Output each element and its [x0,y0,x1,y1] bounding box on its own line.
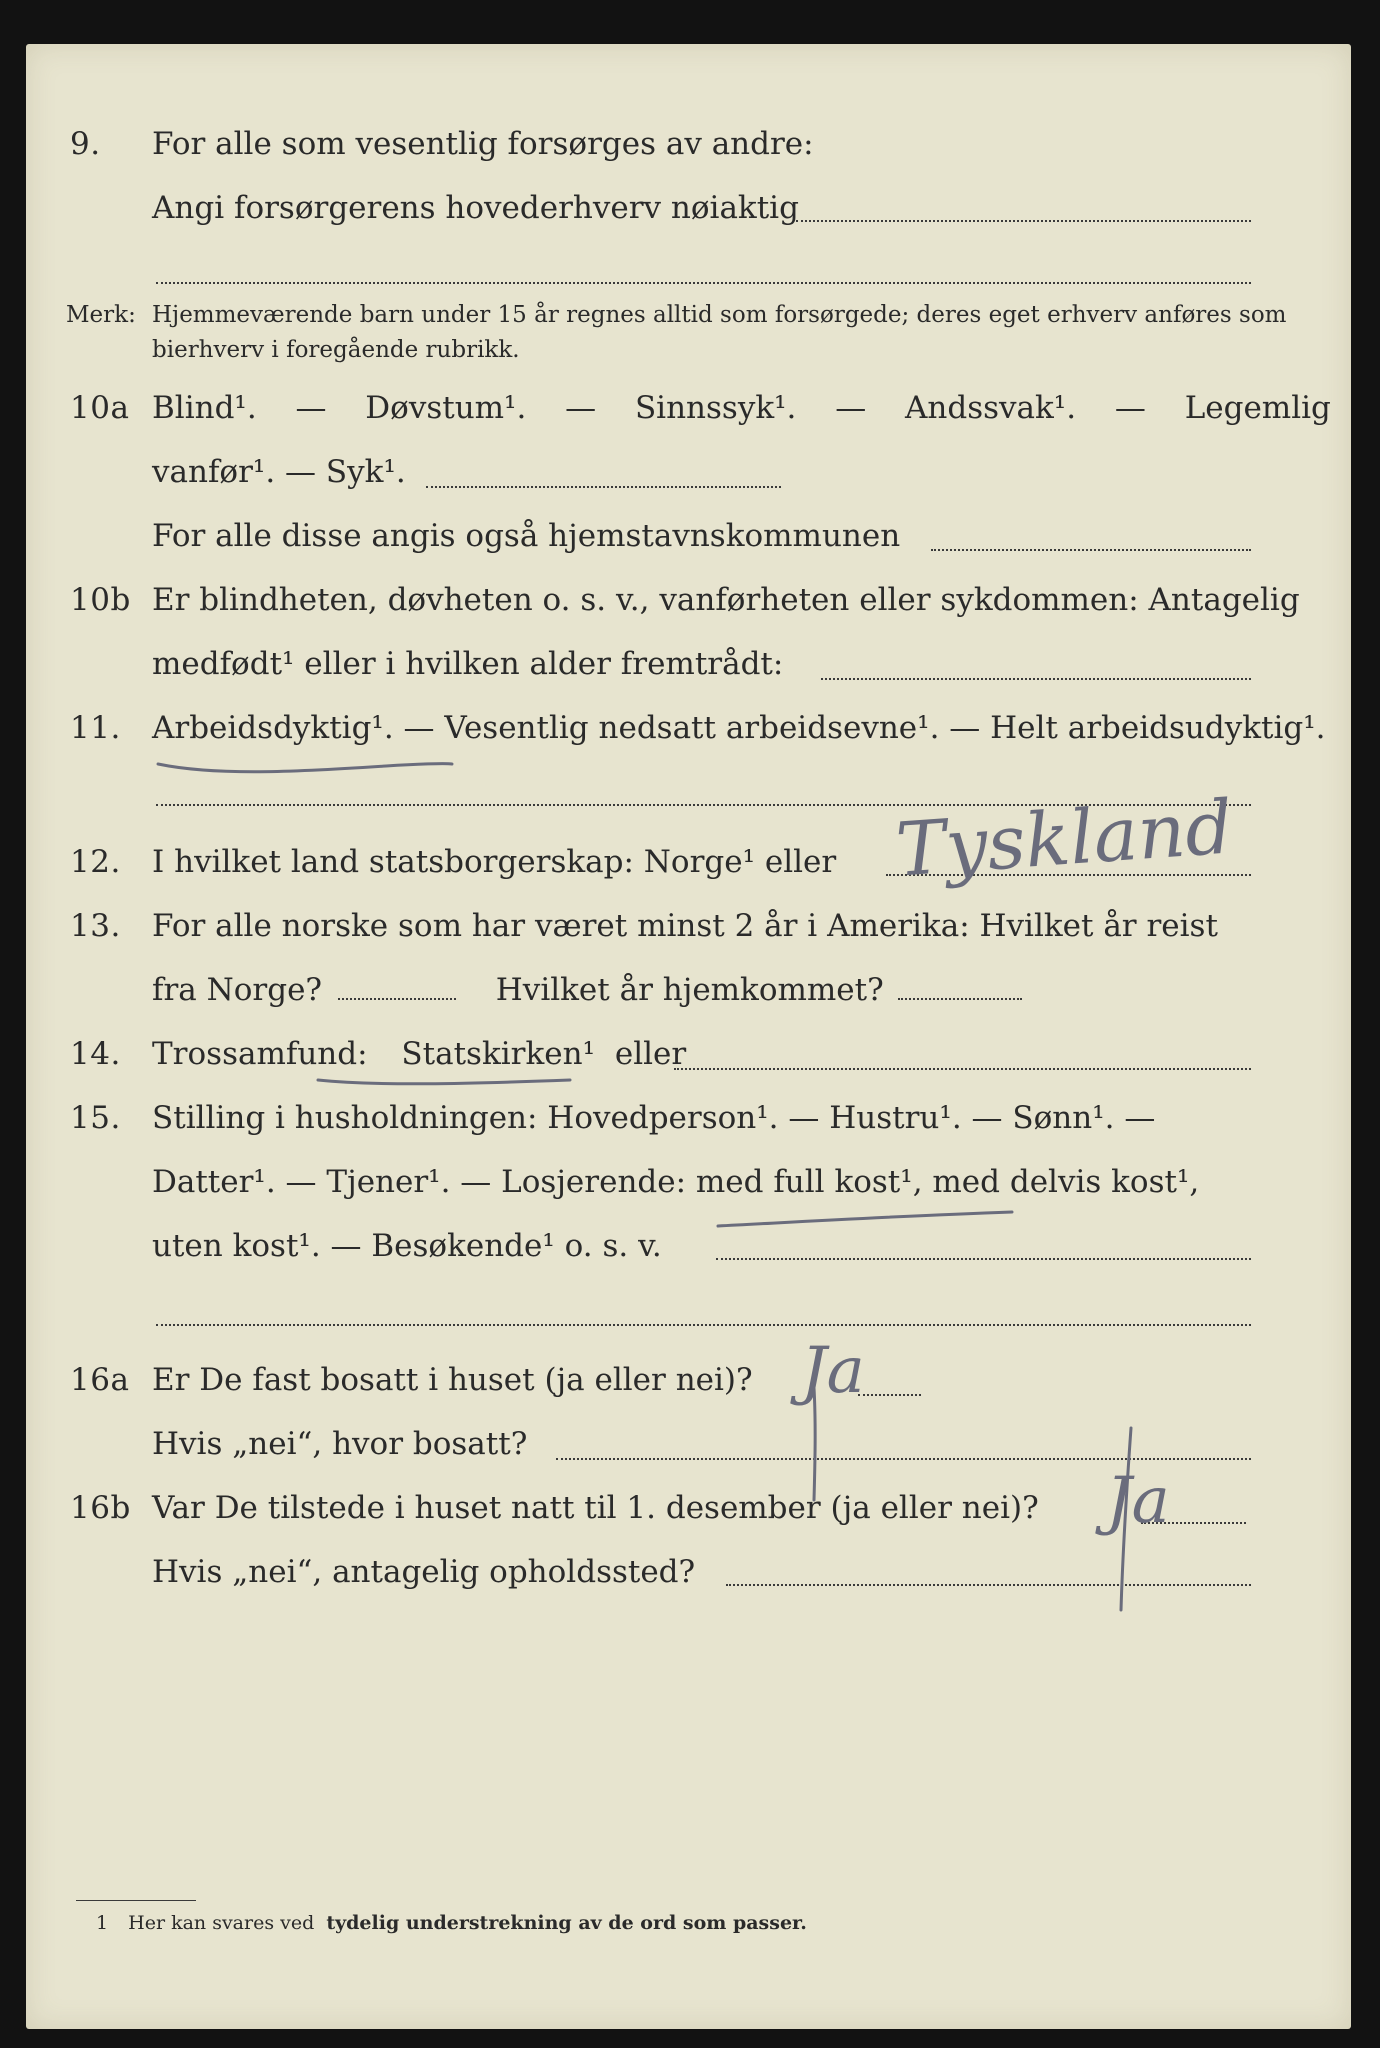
q16a-answer-line[interactable] [858,1394,921,1396]
q9-answer-line[interactable] [796,220,1251,222]
q16b-location-line[interactable] [726,1584,1251,1586]
q10b-line2: medfødt¹ eller i hvilken alder fremtrådt: [152,646,784,682]
q10a-item: — [835,390,867,426]
q9-answer-line-2[interactable] [156,282,1251,284]
q12-question: I hvilket land statsborgerskap: Norge¹ eller [152,844,837,880]
q13-number: 13. [70,908,121,944]
q13-return-field[interactable] [898,997,1022,1000]
q10a-item: — [565,390,597,426]
q16a-vertical-mark [806,1384,826,1504]
q16b-handwritten-answer: Ja [1106,1464,1170,1538]
q11-number: 11. [70,710,121,746]
q16b-line1: Var De tilstede i huset natt til 1. desember (ja eller nei)? [152,1490,1039,1526]
q11-options: Arbeidsdyktig¹. — Vesentlig nedsatt arbeidsevne¹. — Helt arbeidsudyktig¹. [152,710,1326,746]
merk-label: Merk: [66,302,136,328]
q16a-handwritten-answer: Ja [801,1334,865,1408]
footnote-text-a: Her kan svares ved [128,1912,315,1934]
q14-option-other: eller [614,1036,687,1072]
footnote-text-b: tydelig understrekning av de ord som passer. [326,1912,807,1934]
q13-line2-row [152,972,1331,1008]
q10a-hometown-line[interactable] [931,549,1251,551]
merk-text: Hjemmeværende barn under 15 år regnes alltid som forsørgede; deres eget erhverv anføres som bierhverv i foregående rubrikk. [152,302,1287,363]
census-form-page [26,44,1351,2029]
q10a-item: Sinnssyk¹. [634,390,797,426]
footnote-rule [76,1900,196,1901]
q13-departure-field[interactable] [338,997,456,1000]
q10b-answer-line[interactable] [821,678,1251,680]
q12-answer-line[interactable] [886,874,1251,876]
q9-question: For alle som vesentlig forsørges av andre: [152,126,814,162]
q15-answer-line[interactable] [716,1258,1251,1260]
q13-return-label: Hvilket år hjemkommet? [495,972,884,1008]
q10a-number: 10a [70,390,130,426]
q16b-vertical-mark [1111,1424,1141,1614]
q10a-answer-line[interactable] [426,486,781,488]
footnote [96,1912,807,1934]
q16a-number: 16a [70,1362,130,1398]
q10a-options [152,390,1331,426]
q11-answer-line[interactable] [156,804,1251,806]
q10a-item: Andssvak¹. [905,390,1077,426]
q10a-item: — [295,390,327,426]
q9-instruction: Angi forsørgerens hovederhverv nøiaktig [152,190,799,226]
q11-underline-mark [156,750,456,780]
q14-label: Trossamfund: [152,1036,368,1072]
q15-number: 15. [70,1100,121,1136]
q14-underline-mark [316,1074,576,1094]
q9-number: 9. [70,126,101,162]
q12-handwritten-answer: Tyskland [893,784,1236,894]
q10a-item: — [1114,390,1146,426]
footnote-mark: 1 [96,1912,109,1934]
q15-line3: uten kost¹. — Besøkende¹ o. s. v. [152,1228,662,1264]
q15-underline-mark [716,1204,1016,1234]
q16a-residence-line[interactable] [556,1458,1251,1460]
q16b-line2: Hvis „nei“, antagelig opholdssted? [152,1554,696,1590]
q13-line1: For alle norske som har været minst 2 år i Amerika: Hvilket år reist [152,908,1218,944]
q16b-answer-line[interactable] [1141,1522,1246,1524]
q10a-line2: vanfør¹. — Syk¹. [152,454,406,490]
q15-answer-line-2[interactable] [156,1324,1251,1326]
q10a-item: Blind¹. [152,390,257,426]
q14-answer-line[interactable] [674,1068,1251,1070]
q15-line2: Datter¹. — Tjener¹. — Losjerende: med full kost¹, med delvis kost¹, [152,1164,1200,1200]
q14-number: 14. [70,1036,121,1072]
q15-line1: Stilling i husholdningen: Hovedperson¹. — Hustru¹. — Sønn¹. — [152,1100,1156,1136]
q12-number: 12. [70,844,121,880]
q14-option-statskirken: Statskirken¹ [401,1036,595,1072]
q10a-line3: For alle disse angis også hjemstavnskommunen [152,518,901,554]
q16a-line1: Er De fast bosatt i huset (ja eller nei)? [152,1362,753,1398]
q10a-item: Legemlig [1184,390,1331,426]
q13-departure-label: fra Norge? [152,972,323,1008]
q10a-item: Døvstum¹. [365,390,527,426]
q16b-number: 16b [70,1490,131,1526]
q16a-line2: Hvis „nei“, hvor bosatt? [152,1426,528,1462]
q10b-line1: Er blindheten, døvheten o. s. v., vanførheten eller sykdommen: Antagelig [152,582,1300,618]
q14-row [152,1036,1331,1072]
q10b-number: 10b [70,582,131,618]
